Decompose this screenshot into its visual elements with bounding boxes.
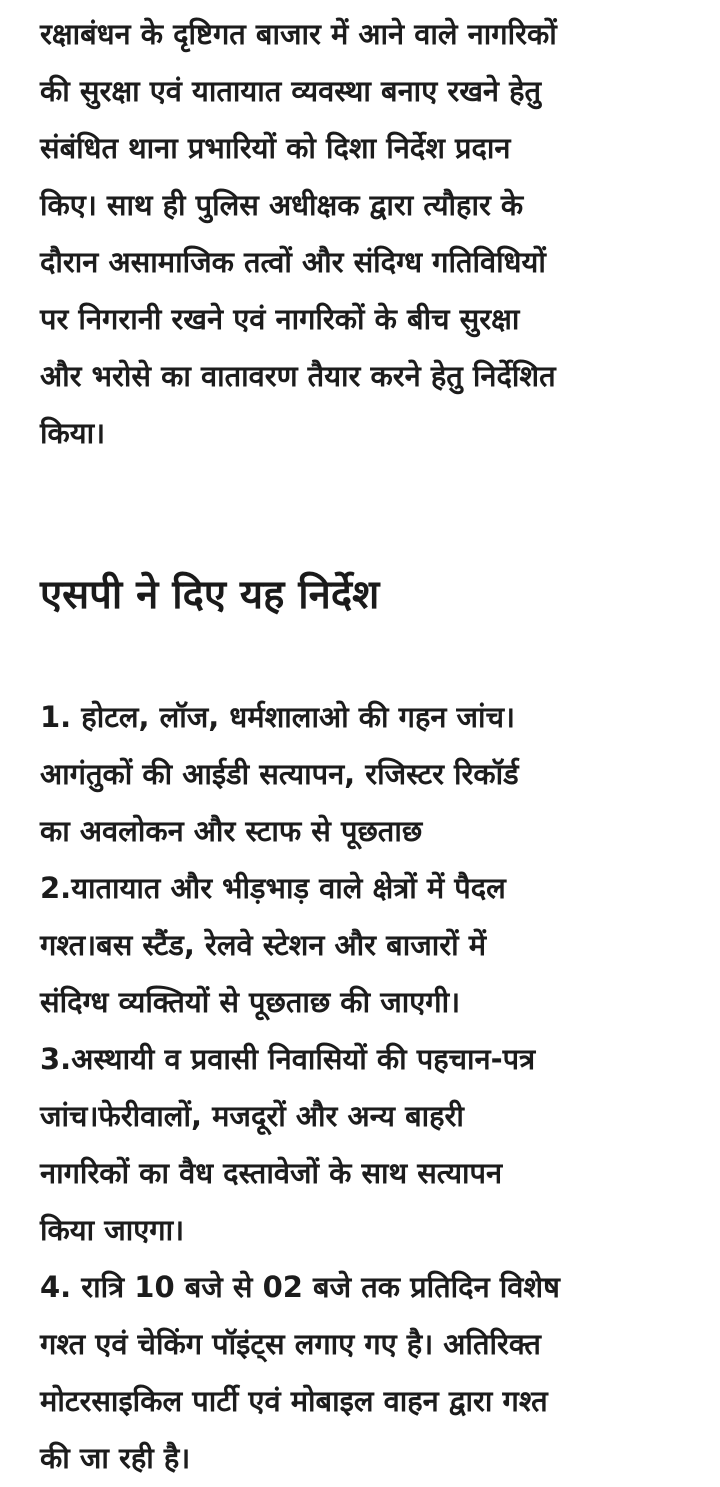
directive-line: संदिग्ध व्यक्तियों से पूछताछ की जाएगी। — [40, 985, 461, 1019]
directive-line: गश्त।बस स्टैंड, रेलवे स्टेशन और बाजारों में — [40, 928, 487, 962]
intro-line: रक्षाबंधन के दृष्टिगत बाजार में आने वाले नागरिकों — [40, 17, 557, 51]
directive-line: आगंतुकों की आईडी सत्यापन, रजिस्टर रिकॉर्ड — [40, 757, 519, 791]
intro-line: पर निगरानी रखने एवं नागरिकों के बीच सुरक्षा — [40, 302, 520, 336]
directive-line: 1. होटल, लॉज, धर्मशालाओ की गहन जांच। — [40, 700, 515, 734]
intro-line: और भरोसे का वातावरण तैयार करने हेतु निर्देशित — [40, 359, 556, 393]
directive-line: गश्त एवं चेकिंग पॉइंट्स लगाए गए है। अतिरिक्त — [40, 1327, 541, 1361]
directive-line: का अवलोकन और स्टाफ से पूछताछ — [40, 814, 423, 848]
intro-paragraph — [40, 6, 700, 462]
intro-line: दौरान असामाजिक तत्वों और संदिग्ध गतिविधियों — [40, 245, 546, 279]
intro-line: की सुरक्षा एवं यातायात व्यवस्था बनाए रखने हेतु — [40, 74, 542, 108]
directive-line: नागरिकों का वैध दस्तावेजों के साथ सत्यापन — [40, 1156, 503, 1190]
section-heading: एसपी ने दिए यह निर्देश — [40, 572, 380, 618]
directive-line: 3.अस्थायी व प्रवासी निवासियों की पहचान-पत्र — [40, 1042, 536, 1076]
article-body — [40, 6, 700, 1487]
directive-line: 2.यातायात और भीड़भाड़ वाले क्षेत्रों में पैदल — [40, 871, 506, 905]
intro-line: किया। — [40, 416, 106, 450]
directives-list — [40, 689, 700, 1487]
directive-line: की जा रही है। — [40, 1441, 191, 1475]
directive-line: किया जाएगा। — [40, 1213, 185, 1247]
intro-line: संबंधित थाना प्रभारियों को दिशा निर्देश प्रदान — [40, 131, 511, 165]
directive-line: 4. रात्रि 10 बजे से 02 बजे तक प्रतिदिन विशेष — [40, 1270, 560, 1304]
directive-line: जांच।फेरीवालों, मजदूरों और अन्य बाहरी — [40, 1099, 464, 1133]
directive-line: मोटरसाइकिल पार्टी एवं मोबाइल वाहन द्वारा गश्त — [40, 1384, 548, 1418]
intro-line: किए। साथ ही पुलिस अधीक्षक द्वारा त्यौहार के — [40, 188, 524, 222]
